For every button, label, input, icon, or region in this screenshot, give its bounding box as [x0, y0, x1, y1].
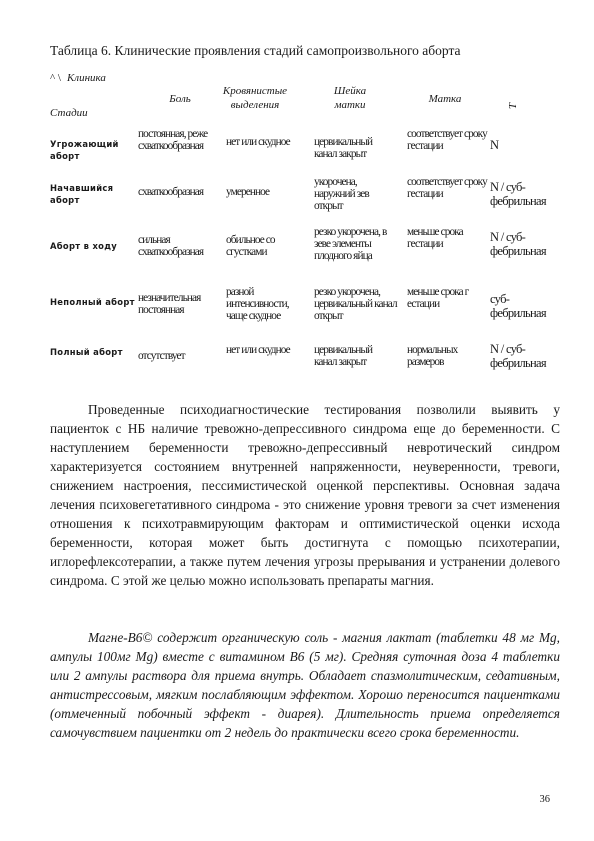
column-header-uterus: Матка: [428, 93, 462, 105]
body-paragraph-1: Проведенные психодиагностические тестирования позволили выявить у пациенток с НБ наличие тревожно-депрессивного синдрома еще до беременности. С наступлением беременности тревожно-депрессивный невротический синдром характеризуется состоянием внутренней напряженности, неуверенности, тревоги, снижением настроения, пессимистической оценкой перспективы. Основная задача лечения психовегетативного синдрома - это снижение уровня тревоги за счет изменения отношения к психотравмирующим факторам и оптимистической оценки исхода беременности, которая может быть достигнута с помощью психотерапии, иглорефлексотерапии, а также путем лечения угрозы прерывания и устранении долевого синдрома. С этой же целью можно использовать препараты магния.: [50, 402, 560, 588]
cell-temperature: N / суб-фебрильная: [490, 230, 546, 258]
cell-pain: незначительная постоянная: [138, 292, 201, 316]
cell-uterus: соответствует сроку гестации: [407, 176, 487, 200]
corner-marks: ^ \: [50, 72, 61, 84]
cell-bleeding: разной интенсивности, чаще скудное: [226, 286, 289, 322]
cell-uterus: меньше срока г естации: [407, 286, 469, 310]
table-caption: Таблица 6. Клинические проявления стадий самопроизвольного аборта: [50, 43, 461, 58]
table-corner-top: [50, 72, 106, 84]
row-stage-in-progress: Аборт в ходу: [50, 241, 118, 251]
cell-cervix: цервикальный канал закрыт: [314, 344, 373, 368]
cell-temperature: N / суб-фебрильная: [490, 180, 546, 208]
row-stage-incipient: Начавшийся аборт: [50, 183, 114, 205]
cell-pain: сильная схваткообразная: [138, 234, 204, 258]
cell-cervix: укорочена, наружний зев открыт: [314, 176, 369, 212]
cell-bleeding: нет или скудное: [226, 136, 290, 148]
column-header-temperature: Т: [507, 102, 519, 110]
page-number: 36: [539, 794, 550, 805]
column-header-cervix: Шейка матки: [333, 85, 367, 111]
cell-cervix: цервикальный канал закрыт: [314, 136, 373, 160]
cell-pain: отсутствует: [138, 350, 185, 362]
cell-cervix: резко укорочена, цервикальный канал открыт: [314, 286, 397, 322]
cell-uterus: соответствует сроку гестации: [407, 128, 487, 152]
cell-temperature: N: [490, 138, 499, 152]
cell-uterus: меньше срока гестации: [407, 226, 463, 250]
cell-bleeding: умеренное: [226, 186, 270, 198]
cell-cervix: резко укорочена, в зеве элементы плодного яйца: [314, 226, 387, 262]
cell-bleeding: обильное со сгустками: [226, 234, 275, 258]
cell-temperature: N / суб-фебрильная: [490, 342, 546, 370]
column-header-pain: Боль: [169, 93, 191, 105]
cell-temperature: суб-фебрильная: [490, 292, 546, 320]
body-paragraph-2: Магне-В6© содержит органическую соль - магния лактат (таблетки 48 мг Mg, ампулы 100мг Mg) вместе с витамином В6 (5 мг). Средняя суточная доза 4 таблетки или 2 ампулы раствора для приема внутрь. Обладает спазмолитическим, седативным, антистрессовым, мягким послабляющим эффектом. Хорошо переносится пациентками (отмеченный побочный эффект - диарея). Длительность приема определяется самочувствием пациентки от 2 недель до практически всего срока беременности.: [50, 630, 560, 740]
cell-uterus: нормальных размеров: [407, 344, 458, 368]
row-stage-threatened: Угрожающий аборт: [50, 139, 119, 161]
cell-pain: постоянная, реже схваткообразная: [138, 128, 208, 152]
corner-top-label: Клиника: [66, 72, 106, 84]
cell-pain: схваткообразная: [138, 186, 204, 198]
row-stage-complete: Полный аборт: [50, 347, 123, 357]
cell-bleeding: нет или скудное: [226, 344, 290, 356]
table-corner-bottom: Стадии: [50, 107, 88, 119]
row-stage-incomplete: Неполный аборт: [50, 297, 135, 307]
column-header-bleeding: Кровянистые выделения: [222, 85, 288, 111]
